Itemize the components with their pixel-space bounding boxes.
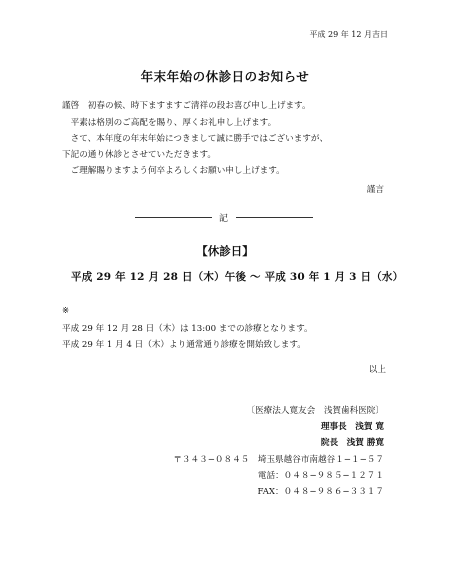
body-line-4: 下記の通り休診とさせていただきます。	[62, 150, 217, 160]
body-line-2: 平素は格別のご高配を賜り、厚くお礼申し上げます。	[62, 118, 277, 128]
clinic-address: 〒３４３−０８４５ 埼玉県越谷市南越谷１−１−５７	[173, 455, 384, 465]
note-line-2: 平成 29 年 1 月 4 日（木）より通常通り診療を開始致します。	[62, 340, 306, 350]
divider-right	[236, 217, 313, 218]
holiday-heading: 【休診日】	[196, 244, 254, 258]
body-line-1: 謹啓 初春の候、時下ますますご清祥の段お喜び申し上げます。	[62, 101, 311, 111]
chairman-name: 理事長 浅賀 寛	[320, 422, 384, 432]
holiday-period: 平成 29 年 12 月 28 日（木）午後 〜 平成 30 年 1 月 3 日（水）	[71, 271, 404, 283]
body-line-5: ご理解賜りますよう何卒よろしくお願い申し上げます。	[62, 166, 285, 176]
divider-left	[135, 217, 212, 218]
director-name: 院長 浅賀 勝寛	[320, 438, 384, 448]
closing-word: 謹言	[366, 185, 384, 195]
clinic-fax: FAX：０４８−９８６−３３１７	[257, 487, 384, 497]
notice-date: 平成 29 年 12 月吉日	[309, 30, 388, 39]
clinic-phone: 電話：０４８−９８５−１２７１	[257, 471, 384, 481]
body-line-3: さて、本年度の年末年始につきまして誠に勝手ではございますが、	[62, 134, 329, 144]
ijou-marker: 以上	[368, 365, 386, 375]
page-title: 年末年始の休診日のお知らせ	[140, 69, 310, 84]
note-mark: ※	[62, 306, 70, 316]
ki-marker: 記	[219, 214, 229, 224]
note-line-1: 平成 29 年 12 月 28 日（木）は 13:00 までの診療となります。	[62, 324, 313, 334]
clinic-name: 〔医療法人寛友会 浅賀歯科医院〕	[246, 406, 384, 416]
